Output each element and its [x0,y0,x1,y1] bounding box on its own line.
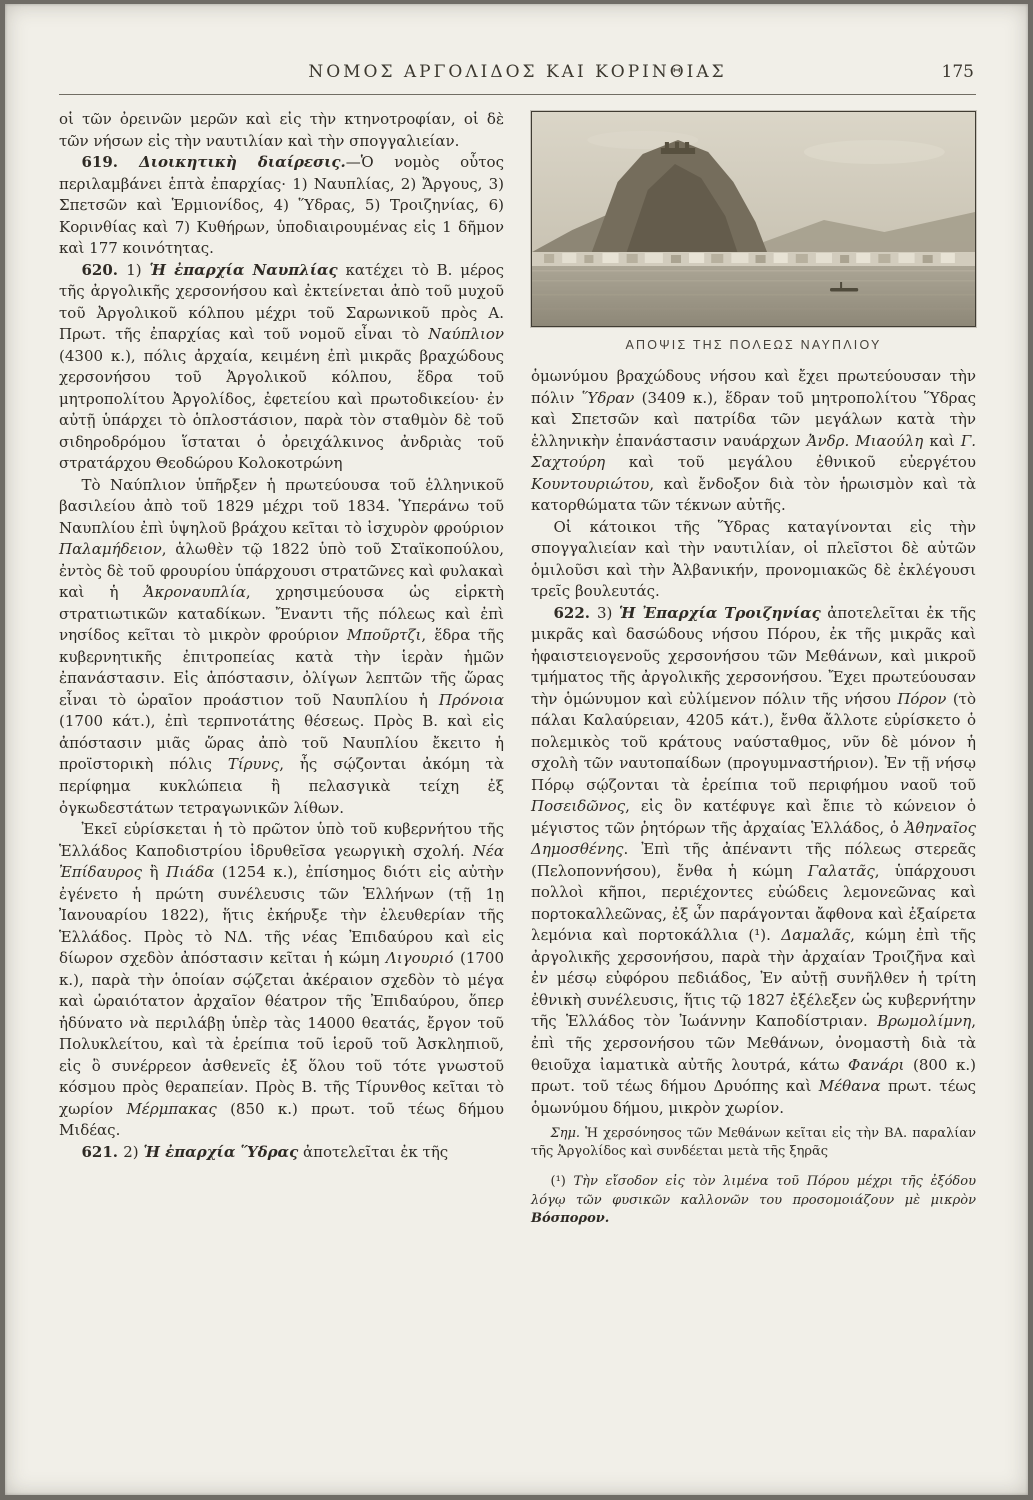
text-segment: (1700 κάτ.), ἐπὶ τερπνοτάτης θέσεως. Πρὸς Β. καὶ εἰς ἀπόστασιν μιᾶς ὥρας ἀπὸ τοῦ Ναυπλίου ἔκειτο ἡ προϊστορικὴ πόλις [59,712,504,774]
photo-frame [531,111,976,327]
text-segment: Βόσπορον. [531,1210,610,1226]
text-segment: καὶ [923,431,961,450]
text-segment: Ἐκεῖ εὑρίσκεται ἡ τὸ πρῶτον ὑπὸ τοῦ κυβερνήτου τῆς Ἑλλάδος Καποδιστρίου ἱδρυθεῖσα γεωργικὴ σχολή. [59,820,504,860]
text-segment: Τὸ Ναύπλιον ὑπῆρξεν ἡ πρωτεύουσα τοῦ ἑλληνικοῦ βασιλείου ἀπὸ τοῦ 1829 μέχρι τοῦ 1834. Ὑπεράνω τοῦ Ναυπλίου ἐπὶ ὑψηλοῦ βράχου κεῖται τὸ ἰσχυρὸν φρούριον [59,475,504,537]
text-segment: 620. [81,260,127,279]
text-segment: Ἡ ἐπαρχία Ὕδρας [143,1142,299,1161]
text-segment: , ἐπὶ τῆς χερσονήσου τῶν Μεθάνων, ὀνομαστὴ διὰ τὰ θειοῦχα ἰαματικὰ αὐτῆς λουτρά, κάτω [531,1012,976,1074]
photo-caption: ΑΠΟΨΙΣ ΤΗΣ ΠΟΛΕΩΣ ΝΑΥΠΛΙΟΥ [625,338,882,352]
text-segment: (1700 κ.), παρὰ τὴν ὁποίαν σῴζεται ἀκέραιον σχεδὸν τὸ μέγα καὶ ὡραιότατον ἀρχαῖον θέατρον τῆς Ἐπιδαύρου, ὅπερ ἠδύνατο νὰ περιλάβῃ ὑπὲρ τὰς 14000 θεατάς, ἔργον τοῦ Πολυκλείτου, καὶ τὰ ἐρείπια τοῦ ἱεροῦ τοῦ Ἀσκληπιοῦ, εἰς ὃ συνέρρεον ἀσθενεῖς ἐξ ὅλου τοῦ τότε γνωστοῦ κόσμου πρὸς θεραπείαν. Πρὸς Β. τῆς Τίρυνθος κεῖται τὸ χωρίον [59,949,504,1118]
text-segment: 622. [553,603,598,622]
text-segment: Νέα Ἐπίδαυρος [59,841,504,882]
text-segment: Σημ. [550,1126,581,1142]
text-segment: Ἡ χερσόνησος τῶν Μεθάνων κεῖται εἰς τὴν ΒΑ. παραλίαν τῆς Ἀργολίδος καὶ συνδέεται μετὰ τῆς ξηρᾶς [531,1126,976,1160]
text-segment: οἱ τῶν ὀρεινῶν μερῶν καὶ εἰς τὴν κτηνοτροφίαν, οἱ δὲ τῶν νήσων εἰς τὴν ναυτιλίαν καὶ τὴν σπογγαλιείαν. [59,110,504,150]
text-segment: Ναύπλιον [428,325,504,344]
page-header [59,62,976,88]
nafplio-photo-figure [531,111,976,352]
text-segment: (4300 κ.), πόλις ἀρχαία, κειμένη ἐπὶ μικρᾶς βραχώδους χερσονήσου τοῦ Ἀργολικοῦ κόλπου, ἕδρα τοῦ μητροπολίτου Ἀργολίδος, ἐφετείου καὶ πρωτοδικείου· ἐν αὐτῇ ὑπάρχει τὸ ὁπλοστάσιον, παρὰ τὸν σταθμὸν δὲ τοῦ σιδηροδρόμου ἵσταται ὁ ὀρειχάλκινος ἀνδριὰς τοῦ στρατάρχου Θεοδώρου Κολοκοτρώνη [59,346,504,473]
text-segment: (3409 κ.), ἕδραν τοῦ μητροπολίτου Ὕδρας καὶ Σπετσῶν καὶ πατρίδα τῶν μεγάλων κατὰ τὴν ἑλληνικὴν ἐπανάστασιν ναυάρχων [531,388,976,450]
text-segment: Γαλατᾶς [807,861,875,880]
text-segment: πρωτ. τέως ὁμωνύμου δήμου, μικρὸν χωρίον. [531,1077,976,1117]
paragraph [531,603,976,1119]
text-segment: Πιάδα [166,863,215,882]
paragraph [59,819,504,1142]
running-title: ΝΟΜΟΣ ΑΡΓΟΛΙΔΟΣ ΚΑΙ ΚΟΡΙΝΘΙΑΣ [308,62,727,82]
text-segment: Οἱ κάτοικοι τῆς Ὕδρας καταγίνονται εἰς τὴν σπογγαλιείαν καὶ τὴν ναυτιλίαν, οἱ πλεῖστοι δὲ αὐτῶν ὁμιλοῦσι καὶ τὴν Ἀλβανικήν, προνομιακῶς δὲ ἐκλέγουσι τρεῖς βουλευτάς. [531,517,976,601]
text-segment: 2) [123,1142,144,1161]
book-page [5,4,1028,1495]
text-segment: Παλαμήδειον [59,540,162,559]
text-segment: , εἰς ὃν κατέφυγε καὶ ἔπιε τὸ κώνειον ὁ μέγιστος τῶν ῥητόρων τῆς ἀρχαίας Ἑλλάδος, ὁ [531,797,976,837]
text-segment: ἢ [142,863,167,882]
text-segment: ἀποτελεῖται ἐκ τῆς μικρᾶς καὶ δασώδους νήσου Πόρου, ἐκ τῆς μικρᾶς καὶ ἡφαιστειογενοῦς χερσονήσου τῶν Μεθάνων, καὶ μικροῦ τμήματος τῆς ἀργολικῆς χερσονήσου. Ἔχει πρωτεύουσαν τὴν ὁμώνυμον καὶ εὐλίμενον πόλιν τῆς νήσου [531,603,976,708]
text-segment: Φανάρι [848,1055,905,1074]
text-segment: 619. [81,153,140,172]
text-segment: , ἧς σῴζονται ἀκόμη τὰ περίφημα κυκλώπεια ἢ πελασγικὰ τείχη ἐξ ὀγκωδεστάτων τετραγωνικῶν λίθων. [59,755,504,817]
paragraph [531,1125,976,1161]
text-segment: , κώμη ἐπὶ τῆς ἀργολικῆς χερσονήσου, παρὰ τὴν ἀρχαίαν Τροιζῆνα καὶ ἐν μέσῳ εὐφόρου πεδιάδος, Ἐν αὐτῇ συνῆλθεν ἡ τρίτη ἐθνικὴ συνέλευσις, ἥτις τῷ 1827 ἐξέλεξεν ὡς κυβερνήτην τῆς Ἑλλάδος τὸν Ἰωάννην Καποδίστριαν. [531,926,976,1031]
text-segment: Ἀνδρ. Μιαούλη [806,431,924,450]
text-columns [59,109,976,1228]
right-column [531,109,976,1228]
text-segment: Λιγουριό [385,949,454,968]
nafplio-photo [532,112,975,326]
text-segment: Πρόνοια [438,690,504,709]
paragraph [531,366,976,517]
text-segment: (¹) [550,1174,574,1190]
text-segment: Τὴν εἴσοδον εἰς τὸν λιμένα τοῦ Πόρου μέχρι τῆς ἐξόδου λόγῳ τῶν φυσικῶν καλλονῶν του προσομοιάζουν μὲ μικρὸν [531,1174,976,1208]
text-segment: Διοικητικὴ διαίρεσις. [139,153,346,172]
text-segment: Γ. Σαχτούρη [531,431,977,472]
text-segment: 1) [126,260,150,279]
paragraph [59,152,504,260]
paragraph [59,475,504,819]
text-segment: —Ὁ νομὸς οὗτος περιλαμβάνει ἑπτὰ ἐπαρχίας· 1) Ναυπλίας, 2) Ἄργους, 3) Σπετσῶν καὶ Ἑρμιονίδος, 4) Ὕδρας, 5) Τροιζηνίας, 6) Κορινθίας καὶ 7) Κυθήρων, ὑποδιαιρουμένας εἰς 1 δῆμον καὶ 177 κοινότητας. [59,153,504,258]
text-segment: , ὑπάρχουσι πολλοὶ κῆποι, περιέχοντες εὐώδεις λεμονεῶνας καὶ πορτοκαλλεῶνας, ἐξ ὧν παράγονται ἄφθονα καὶ ἐξαίρετα λεμόνια καὶ πορτοκάλλια (¹). [531,861,976,945]
text-segment: , ἕδρα τῆς κυβερνητικῆς ἐπιτροπείας κατὰ τὴν ἱερὰν ἡμῶν ἐπανάστασιν. Εἰς ἀπόστασιν, ὀλίγων λεπτῶν τῆς ὥρας εἶναι τὸ ὡραῖον προάστιον τοῦ Ναυπλίου ἡ [59,626,504,709]
text-segment: Ὕδραν [581,388,635,407]
text-segment: , ἁλωθὲν τῷ 1822 ὑπὸ τοῦ Σταϊκοπούλου, ἐντὸς δὲ τοῦ φρουρίου ὑπάρχουσι στρατῶνες καὶ φυλακαὶ καὶ ἡ [59,540,504,602]
text-segment: . Ἐπὶ τῆς ἀπέναντι τῆς πόλεως στερεᾶς (Πελοποννήσου), ἔνθα ἡ κώμη [531,840,976,880]
text-segment: Δαμαλᾶς [781,926,851,945]
paragraph [531,1173,976,1228]
left-column [59,109,504,1228]
text-segment: , καὶ ἔνδοξον διὰ τὸν ἡρωισμὸν καὶ τὰ κατορθώματα τῶν τέκνων αὐτῆς. [531,474,976,515]
text-segment: (800 κ.) πρωτ. τοῦ τέως δήμου Δρυόπης καὶ [531,1055,977,1096]
text-segment: Ποσειδῶνος [531,797,626,816]
paragraph [59,109,504,152]
text-segment: , χρησιμεύουσα ὡς εἱρκτὴ στρατιωτικῶν καταδίκων. Ἔναντι τῆς πόλεως καὶ ἐπὶ νησίδος κεῖται τὸ μικρὸν φρούριον [59,583,504,645]
paragraph [531,517,976,603]
text-segment: 3) [597,603,619,622]
page-number: 175 [941,62,974,82]
text-segment: (τὸ πάλαι Καλαύρειαν, 4205 κάτ.), ἔνθα ἄλλοτε εὑρίσκετο ὁ πολεμικὸς τοῦ κράτους ναύσταθμος, νῦν δὲ μόνον ἡ σχολὴ τῶν ναυτοπαίδων (προγυμναστήριον). Ἐν τῇ νήσῳ Πόρῳ σῴζονται τὰ ἐρείπια τοῦ περιφήμου ναοῦ τοῦ [531,689,976,794]
text-segment: Ἡ ἐπαρχία Ναυπλίας [149,260,338,279]
text-segment: Μποῦρτζι [346,626,422,645]
text-segment: 621. [81,1142,124,1161]
text-segment: (1254 κ.), ἐπίσημος διότι εἰς αὐτὴν ἐγένετο ἡ πρώτη συνέλευσις τῶν Ἑλλήνων (τῇ 1ῃ Ἰανουαρίου 1822), ἥτις ἐκήρυξε τὴν ἐλευθερίαν τῆς Ἑλλάδος. Πρὸς τὸ ΝΔ. τῆς νέας Ἐπιδαύρου καὶ εἰς δίωρον σχεδὸν ἀπόστασιν κεῖται ἡ κώμη [59,863,504,968]
text-segment: κατέχει τὸ Β. μέρος τῆς ἀργολικῆς χερσονήσου καὶ ἐκτείνεται ἀπὸ τοῦ μυχοῦ τοῦ Ἀργολικοῦ κόλπου μέχρι τοῦ Σαρωνικοῦ πρὸς Α. Πρωτ. τῆς ἐπαρχίας καὶ τοῦ νομοῦ εἶναι τὸ [59,260,504,344]
header-rule [59,94,976,95]
paragraph [59,1142,504,1164]
text-segment: Ἡ Ἐπαρχία Τροιζηνίας [618,603,821,622]
text-segment: Μέθανα [818,1077,881,1096]
text-segment: Τίρυνς [227,755,280,774]
text-segment: Βρωμολίμνη [877,1012,972,1031]
text-segment: Μέρμπακας [126,1099,217,1118]
text-segment: καὶ τοῦ μεγάλου ἐθνικοῦ εὐεργέτου [605,453,976,472]
text-segment: ἀποτελεῖται ἐκ τῆς [298,1142,449,1161]
paragraph [59,260,504,475]
text-segment: Ἀκροναυπλία [143,583,246,602]
text-segment: Κουντουριώτου [531,474,650,493]
text-segment: Ἀθηναῖος Δημοσθένης [531,818,976,859]
text-segment: (850 κ.) πρωτ. τοῦ τέως δήμου Μιδέας. [59,1099,504,1140]
text-segment: Πόρον [897,689,947,708]
text-segment: ὁμωνύμου βραχώδους νήσου καὶ ἔχει πρωτεύουσαν τὴν πόλιν [531,367,976,407]
